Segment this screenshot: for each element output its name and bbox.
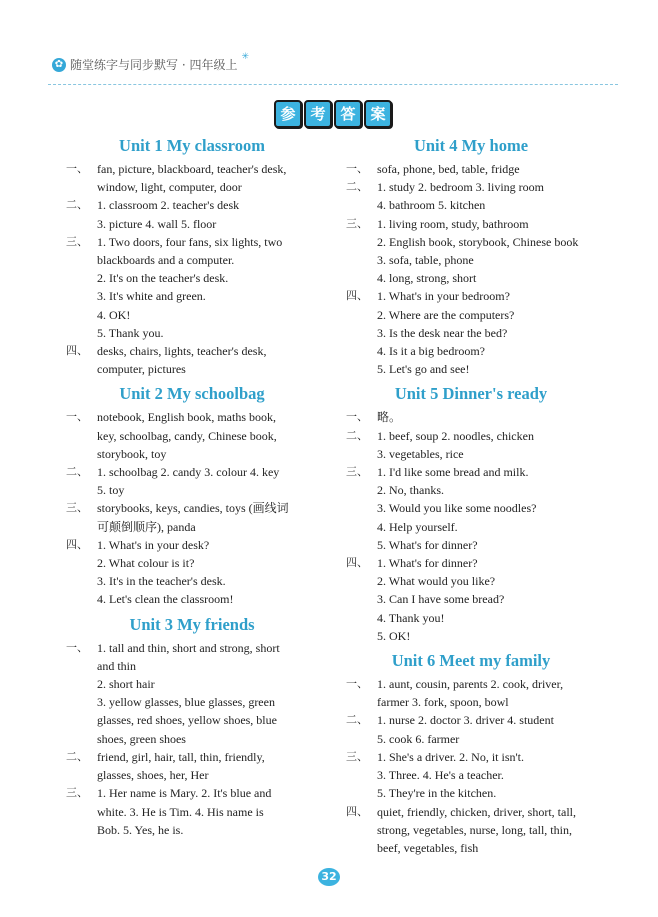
item-body <box>97 748 318 784</box>
answer-line: 1. living room, study, bathroom <box>377 216 529 231</box>
unit-heading: Unit 2 My schoolbag <box>119 384 265 404</box>
answer-line: 4. bathroom 5. kitchen <box>377 198 486 213</box>
answer-line: Bob. 5. Yes, he is. <box>97 822 184 837</box>
answer-line: fan, picture, blackboard, teacher's desk, <box>97 162 287 176</box>
answer-line: 4. Help yourself. <box>377 519 458 534</box>
answer-line: friend, girl, hair, tall, thin, friendly, <box>97 749 265 764</box>
running-header <box>52 51 249 73</box>
answer-line: beef, vegetables, fish <box>377 840 479 855</box>
unit-heading: Unit 5 Dinner's ready <box>394 384 548 404</box>
flower-icon: ✿ <box>52 58 66 72</box>
item-body <box>97 233 318 342</box>
unit-heading: Unit 6 Meet my family <box>391 651 551 671</box>
item-number: 三、 <box>66 786 88 800</box>
answer-item <box>66 639 318 748</box>
answer-item <box>346 554 596 645</box>
item-body <box>97 342 318 378</box>
answer-line: quiet, friendly, chicken, driver, short, tall, <box>377 804 577 819</box>
answer-line: storybooks, keys, candies, toys (画线词 <box>97 501 289 516</box>
item-body <box>377 215 596 288</box>
answer-line: 3. It's in the teacher's desk. <box>97 574 226 589</box>
item-number: 一、 <box>346 677 368 691</box>
answer-line: 2. What would you like? <box>377 574 496 589</box>
left-column <box>66 130 318 839</box>
header-text: 随堂练字与同步默写 · 四年级上 <box>70 58 238 72</box>
item-number: 二、 <box>346 428 368 442</box>
item-number: 四、 <box>66 344 88 358</box>
answer-item <box>346 711 596 747</box>
answer-item <box>346 160 596 178</box>
item-body <box>97 536 318 609</box>
right-column <box>346 130 596 857</box>
item-body <box>97 160 318 196</box>
answer-line: desks, chairs, lights, teacher's desk, <box>97 344 267 359</box>
answer-line: computer, pictures <box>97 362 186 377</box>
item-body <box>377 427 596 463</box>
answer-item <box>66 408 318 463</box>
item-number: 二、 <box>66 465 88 479</box>
answer-line: glasses, shoes, her, Her <box>97 768 209 783</box>
answer-line: notebook, English book, maths book, <box>97 410 276 425</box>
answer-line: 4. Is it a big bedroom? <box>377 344 485 359</box>
answer-line: 1. beef, soup 2. noodles, chicken <box>377 428 534 443</box>
item-body <box>97 463 318 499</box>
answer-item <box>66 463 318 499</box>
answer-item <box>66 499 318 535</box>
answer-line: 4. Thank you! <box>377 610 445 625</box>
item-body <box>377 554 596 645</box>
header-divider <box>48 84 618 85</box>
item-body <box>97 639 318 748</box>
answer-line: 1. She's a driver. 2. No, it isn't. <box>377 749 524 764</box>
answer-line: 4. Let's clean the classroom! <box>97 592 234 607</box>
answer-item <box>66 536 318 609</box>
title-char: 答 <box>334 100 362 128</box>
answer-item <box>346 748 596 803</box>
answer-item <box>346 408 596 426</box>
answer-item <box>346 675 596 711</box>
item-number: 三、 <box>66 234 88 248</box>
answer-item <box>346 178 596 214</box>
answer-line: 3. sofa, table, phone <box>377 253 474 268</box>
item-body <box>377 675 596 711</box>
item-number: 四、 <box>346 556 368 570</box>
item-body <box>377 748 596 803</box>
answer-item <box>346 215 596 288</box>
item-number: 一、 <box>66 410 88 424</box>
answer-line: 1. aunt, cousin, parents 2. cook, driver, <box>377 677 564 692</box>
answer-line: 5. Let's go and see! <box>377 362 470 377</box>
answer-item <box>346 287 596 378</box>
answer-line: 1. classroom 2. teacher's desk <box>97 198 240 213</box>
title-char: 参 <box>274 100 302 128</box>
answer-line: 4. long, strong, short <box>377 271 477 286</box>
answer-line: farmer 3. fork, spoon, bowl <box>377 695 509 710</box>
item-body <box>377 803 596 858</box>
answer-line: 5. Thank you. <box>97 325 164 340</box>
item-number: 二、 <box>66 749 88 763</box>
answer-item <box>66 160 318 196</box>
page-number: 32 <box>318 868 340 886</box>
item-number: 三、 <box>66 501 88 515</box>
item-body <box>377 178 596 214</box>
item-number: 二、 <box>346 713 368 727</box>
unit-heading: Unit 4 My home <box>413 136 529 155</box>
item-number: 三、 <box>346 465 368 479</box>
item-body <box>97 499 318 535</box>
answer-line: white. 3. He is Tim. 4. His name is <box>97 804 264 819</box>
answer-line: 5. They're in the kitchen. <box>377 786 497 801</box>
answer-line: strong, vegetables, nurse, long, tall, thin, <box>377 822 572 837</box>
answer-line: key, schoolbag, candy, Chinese book, <box>97 428 277 443</box>
answer-line: 3. Three. 4. He's a teacher. <box>377 768 504 783</box>
item-number: 一、 <box>346 410 368 424</box>
answer-item <box>66 784 318 839</box>
answer-item <box>66 196 318 232</box>
item-body <box>377 711 596 747</box>
answer-line: 1. What's in your bedroom? <box>377 289 510 304</box>
item-number: 四、 <box>346 804 368 818</box>
answer-item <box>346 427 596 463</box>
answer-line: 2. short hair <box>97 677 155 692</box>
answer-line: 3. Would you like some noodles? <box>377 501 537 516</box>
answer-line: storybook, toy <box>97 446 167 461</box>
answer-line: 1. study 2. bedroom 3. living room <box>377 180 544 195</box>
unit-heading: Unit 3 My friends <box>129 614 255 634</box>
item-body <box>97 196 318 232</box>
item-body <box>377 160 596 178</box>
item-body <box>97 408 318 463</box>
answer-line: 3. Can I have some bread? <box>377 592 505 607</box>
answer-line: shoes, green shoes <box>97 731 186 746</box>
answer-line: 略。 <box>377 410 402 425</box>
item-body <box>377 408 596 426</box>
answer-item <box>66 233 318 342</box>
answer-line: 4. OK! <box>97 307 131 322</box>
title-char: 案 <box>364 100 392 128</box>
answer-line: 1. Two doors, four fans, six lights, two <box>97 234 283 249</box>
answer-line: 2. What colour is it? <box>97 556 195 571</box>
item-number: 二、 <box>346 180 368 194</box>
answer-line: 1. I'd like some bread and milk. <box>377 465 529 480</box>
unit-heading: Unit 1 My classroom <box>119 136 265 155</box>
answer-line: 3. Is the desk near the bed? <box>377 325 508 340</box>
answer-line: 3. It's white and green. <box>97 289 206 304</box>
item-number: 三、 <box>346 749 368 763</box>
answer-line: 1. What's in your desk? <box>97 537 210 552</box>
answer-line: 5. toy <box>97 483 125 498</box>
item-body <box>377 287 596 378</box>
item-number: 一、 <box>66 640 88 654</box>
answer-line: 1. nurse 2. doctor 3. driver 4. student <box>377 713 554 728</box>
answer-line: 2. It's on the teacher's desk. <box>97 271 229 286</box>
answer-line: and thin <box>97 658 136 673</box>
answer-line: sofa, phone, bed, table, fridge <box>377 162 520 176</box>
answer-line: glasses, red shoes, yellow shoes, blue <box>97 713 277 728</box>
answer-item <box>346 803 596 858</box>
page-title <box>274 100 392 128</box>
item-number: 三、 <box>346 216 368 230</box>
item-body <box>97 784 318 839</box>
answer-line: 可颠倒顺序), panda <box>97 519 196 534</box>
answer-line: 5. cook 6. farmer <box>377 731 460 746</box>
item-number: 一、 <box>66 162 88 175</box>
answer-line: 5. OK! <box>377 628 411 643</box>
answer-line: 2. Where are the computers? <box>377 307 515 322</box>
item-body <box>377 463 596 554</box>
answer-line: 1. Her name is Mary. 2. It's blue and <box>97 786 272 801</box>
answer-line: 2. No, thanks. <box>377 483 444 498</box>
answer-item <box>346 463 596 554</box>
answer-item <box>66 342 318 378</box>
star-icon: ✳ <box>241 51 249 62</box>
answer-line: 5. What's for dinner? <box>377 537 478 552</box>
title-char: 考 <box>304 100 332 128</box>
answer-line: 2. English book, storybook, Chinese book <box>377 234 579 249</box>
answer-line: 3. yellow glasses, blue glasses, green <box>97 695 275 710</box>
item-number: 二、 <box>66 198 88 212</box>
item-number: 四、 <box>66 537 88 551</box>
answer-line: 1. schoolbag 2. candy 3. colour 4. key <box>97 465 280 480</box>
answer-item <box>66 748 318 784</box>
answer-line: blackboards and a computer. <box>97 253 235 268</box>
item-number: 一、 <box>346 162 368 175</box>
answer-line: 1. What's for dinner? <box>377 556 478 571</box>
item-number: 四、 <box>346 289 368 303</box>
answer-line: window, light, computer, door <box>97 180 242 195</box>
answer-line: 1. tall and thin, short and strong, short <box>97 640 280 655</box>
answer-line: 3. picture 4. wall 5. floor <box>97 216 217 231</box>
answer-line: 3. vegetables, rice <box>377 446 464 461</box>
